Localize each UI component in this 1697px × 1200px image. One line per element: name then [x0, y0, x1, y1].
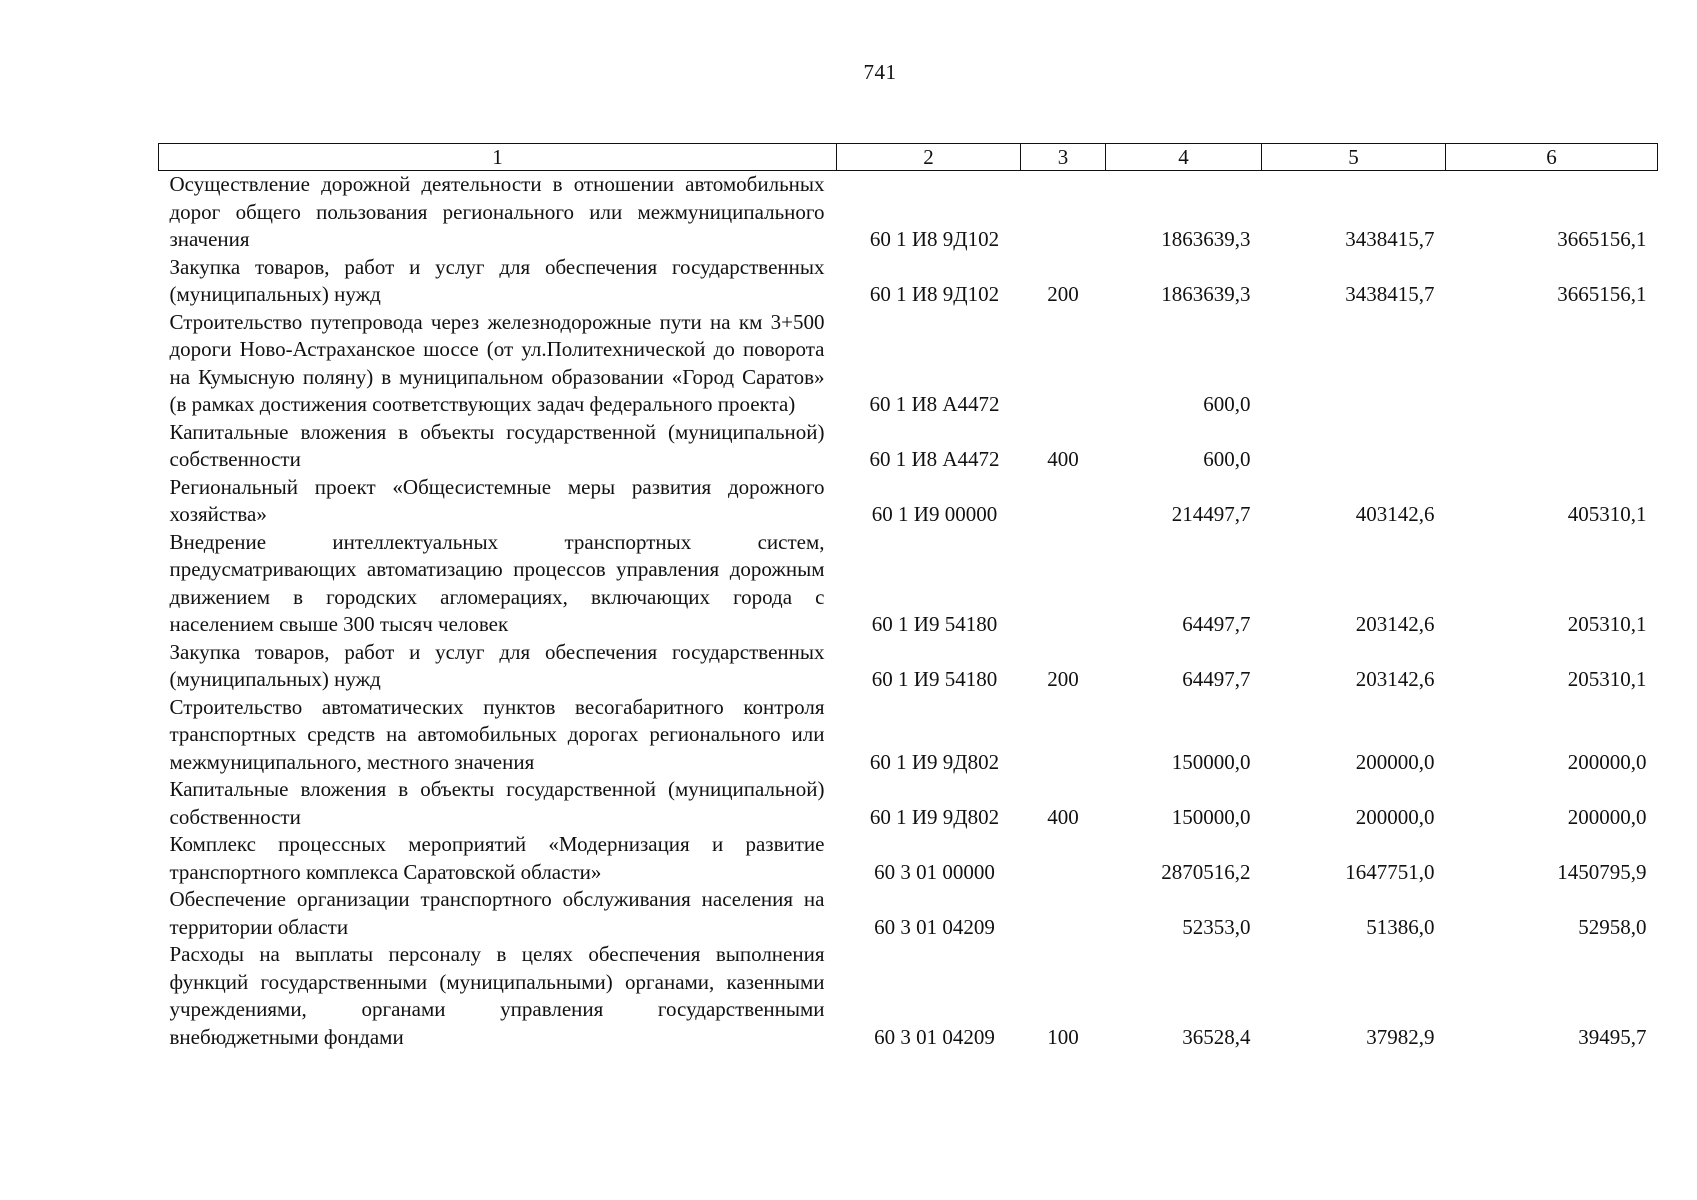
- header-col-6: 6: [1446, 144, 1658, 171]
- header-col-2: 2: [837, 144, 1021, 171]
- row-name: Обеспечение организации транспортного обслуживания населения на территории области: [169, 887, 825, 939]
- row-value-col-6: 405310,1: [1567, 502, 1647, 526]
- row-name: Расходы на выплаты персоналу в целях обеспечения выполнения функций государственными (муниципальными) органами, казенными учреждениями, органами управления государственными внебюджетными фондами: [169, 942, 825, 1049]
- table-body: [159, 171, 1658, 1052]
- row-value-col-6: 200000,0: [1567, 804, 1647, 829]
- header-col-4: 4: [1106, 144, 1262, 171]
- table-header-row: [159, 144, 1658, 171]
- row-value-col-6: 205310,1: [1567, 667, 1647, 691]
- table-row: [159, 474, 1658, 529]
- row-target-code: 60 1 И9 9Д802: [869, 749, 1000, 774]
- row-value-col-4: 150000,0: [1171, 804, 1251, 829]
- row-value-col-4: 1863639,3: [1161, 227, 1251, 251]
- row-target-code: 60 3 01 04209: [874, 914, 995, 939]
- table-row: [159, 309, 1658, 419]
- table-row: [159, 171, 1658, 254]
- row-target-code: 60 1 И8 А4472: [869, 392, 1000, 416]
- page-number: 741: [863, 60, 897, 84]
- row-value-col-5: 37982,9: [1366, 1024, 1435, 1049]
- row-target-code: 60 1 И8 9Д102: [869, 227, 1000, 251]
- table-row: [159, 529, 1658, 639]
- row-value-col-5: 200000,0: [1355, 804, 1435, 829]
- row-value-col-4: 600,0: [1203, 392, 1251, 416]
- row-value-col-5: 203142,6: [1355, 667, 1435, 691]
- row-target-code: 60 1 И8 9Д102: [869, 282, 1000, 306]
- table-row: [159, 419, 1658, 474]
- row-value-col-5: [1262, 309, 1446, 419]
- row-value-col-4: 600,0: [1203, 447, 1251, 471]
- row-expense-type: [1021, 831, 1106, 886]
- budget-table: [158, 143, 1658, 1051]
- row-expense-type: [1021, 171, 1106, 254]
- row-name: Строительство путепровода через железнодорожные пути на км 3+500 дороги Ново-Астраханское шоссе (от ул.Политехнической до поворота на Кумысную поляну) в муниципальном образовании «Город Саратов» (в рамках достижения соответствующих задач федерального проекта): [169, 309, 825, 416]
- row-value-col-4: 64497,7: [1182, 667, 1251, 691]
- row-value-col-5: 51386,0: [1366, 914, 1435, 939]
- row-name: Осуществление дорожной деятельности в отношении автомобильных дорог общего пользования регионального или межмуниципального значения: [169, 172, 825, 251]
- row-expense-type: 100: [1047, 1024, 1079, 1049]
- row-expense-type: [1021, 474, 1106, 529]
- row-value-col-5: 203142,6: [1355, 612, 1435, 636]
- row-target-code: 60 3 01 00000: [874, 859, 995, 884]
- row-value-col-6: 3665156,1: [1557, 282, 1647, 306]
- table-row: [159, 886, 1658, 941]
- row-value-col-6: 1450795,9: [1557, 859, 1647, 884]
- row-value-col-4: 36528,4: [1182, 1024, 1251, 1049]
- row-value-col-6: 205310,1: [1567, 612, 1647, 636]
- row-expense-type: [1021, 694, 1106, 777]
- row-target-code: 60 3 01 04209: [874, 1024, 995, 1049]
- row-expense-type: 200: [1047, 282, 1079, 306]
- row-value-col-5: 3438415,7: [1345, 282, 1435, 306]
- row-name: Строительство автоматических пунктов весогабаритного контроля транспортных средств на автомобильных дорогах регионального или межмуниципального, местного значения: [169, 694, 825, 774]
- row-value-col-5: [1262, 419, 1446, 474]
- row-value-col-4: 150000,0: [1171, 749, 1251, 774]
- table-row: [159, 639, 1658, 694]
- row-expense-type: [1021, 529, 1106, 639]
- row-target-code: 60 1 И9 00000: [871, 502, 998, 526]
- row-name: Капитальные вложения в объекты государственной (муниципальной) собственности: [169, 419, 825, 471]
- row-value-col-6: 200000,0: [1567, 749, 1647, 774]
- row-expense-type: [1021, 886, 1106, 941]
- row-target-code: 60 1 И9 54180: [871, 667, 998, 691]
- row-value-col-4: 64497,7: [1182, 612, 1251, 636]
- row-name: Региональный проект «Общесистемные меры развития дорожного хозяйства»: [169, 474, 825, 526]
- row-value-col-6: 39495,7: [1578, 1024, 1647, 1049]
- row-name: Закупка товаров, работ и услуг для обеспечения государственных (муниципальных) нужд: [169, 639, 825, 691]
- row-name: Комплекс процессных мероприятий «Модернизация и развитие транспортного комплекса Саратовской области»: [169, 832, 825, 884]
- header-col-3: 3: [1021, 144, 1106, 171]
- row-name: Закупка товаров, работ и услуг для обеспечения государственных (муниципальных) нужд: [169, 254, 825, 306]
- header-col-5: 5: [1262, 144, 1446, 171]
- row-value-col-6: 3665156,1: [1557, 227, 1647, 251]
- row-expense-type: [1021, 309, 1106, 419]
- row-value-col-6: [1446, 419, 1658, 474]
- row-value-col-5: 200000,0: [1355, 749, 1435, 774]
- row-name: Внедрение интеллектуальных транспортных систем, предусматривающих автоматизацию процессов управления дорожным движением в городских агломерациях, включающих города с населением свыше 300 тысяч человек: [169, 529, 825, 636]
- table-row: [159, 254, 1658, 309]
- header-col-1: 1: [159, 144, 837, 171]
- row-value-col-5: 403142,6: [1355, 502, 1435, 526]
- row-expense-type: 400: [1047, 447, 1079, 471]
- row-value-col-4: 52353,0: [1182, 914, 1251, 939]
- row-value-col-5: 3438415,7: [1345, 227, 1435, 251]
- table-row: [159, 831, 1658, 886]
- row-expense-type: 200: [1047, 667, 1079, 691]
- table-row: [159, 776, 1658, 831]
- row-value-col-5: 1647751,0: [1345, 859, 1435, 884]
- row-target-code: 60 1 И8 А4472: [869, 447, 1000, 471]
- row-expense-type: 400: [1047, 804, 1079, 829]
- row-value-col-4: 1863639,3: [1161, 282, 1251, 306]
- row-target-code: 60 1 И9 54180: [871, 612, 998, 636]
- row-value-col-6: [1446, 309, 1658, 419]
- row-value-col-6: 52958,0: [1578, 914, 1647, 939]
- table-row: [159, 941, 1658, 1051]
- row-target-code: 60 1 И9 9Д802: [869, 804, 1000, 829]
- row-name: Капитальные вложения в объекты государственной (муниципальной) собственности: [169, 777, 825, 829]
- row-value-col-4: 214497,7: [1171, 502, 1251, 526]
- table-row: [159, 694, 1658, 777]
- row-value-col-4: 2870516,2: [1161, 859, 1251, 884]
